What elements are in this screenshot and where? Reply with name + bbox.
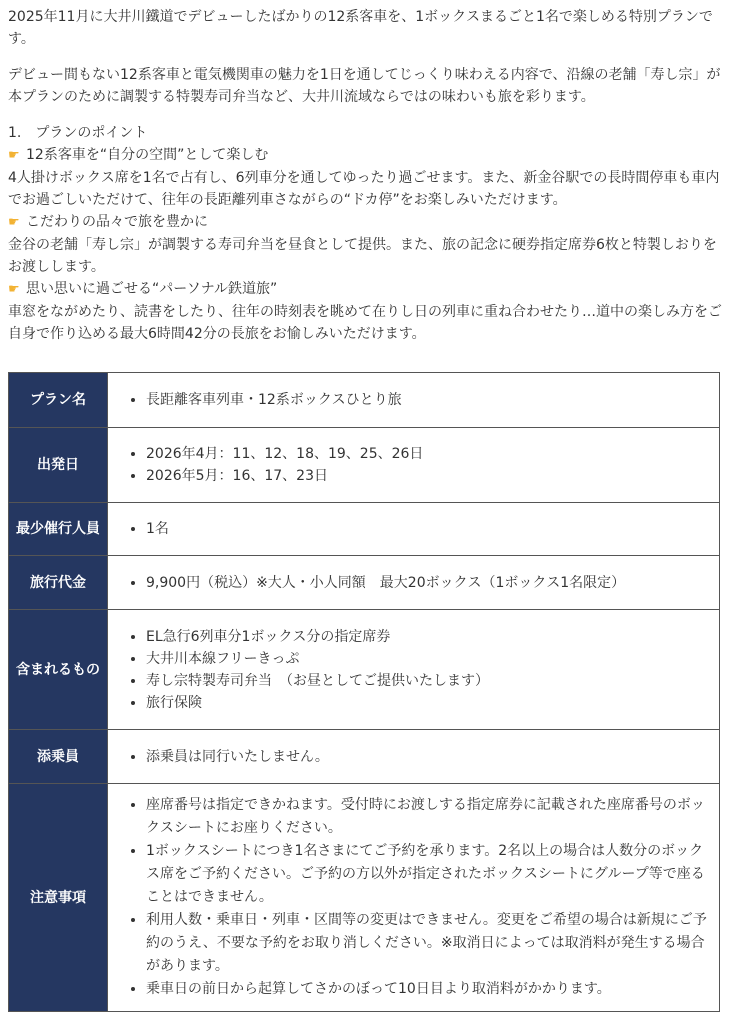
table-row: [9, 556, 720, 610]
list-item: • 2026年4月：11、12、18、19、25、26日: [146, 443, 707, 465]
row-value: [108, 784, 720, 1012]
plan-points-section: [8, 122, 730, 345]
value-list: [128, 443, 707, 487]
list-item: • 乗車日の前日から起算してさかのぼって10日目より取消料がかかります。: [146, 978, 707, 1001]
point-title: [8, 144, 730, 167]
list-item: • 添乗員は同行いたしません。: [146, 746, 707, 768]
point-title-text: こだわりの品々で旅を豊かに: [26, 214, 208, 230]
row-value: [108, 503, 720, 556]
pointing-hand-icon: ☛: [8, 282, 20, 297]
point-title: [8, 278, 730, 301]
row-value: [108, 730, 720, 784]
list-item: • 座席番号は指定できかねます。受付時にお渡しする指定席券に記載された座席番号のボックスシートにお座りください。: [146, 794, 707, 840]
row-value: [108, 556, 720, 610]
row-label: 添乗員: [9, 730, 108, 784]
pointing-hand-icon: ☛: [8, 148, 20, 163]
value-list: [128, 746, 707, 768]
point-title-text: 思い思いに過ごせる“パーソナル鉄道旅”: [26, 281, 278, 297]
value-list: [128, 389, 707, 411]
row-label: 含まれるもの: [9, 610, 108, 730]
article-body: [8, 6, 730, 345]
list-item: • 1ボックスシートにつき1名さまにてご予約を承ります。2名以上の場合は人数分のボックス席をご予約ください。ご予約の方以外が指定されたボックスシートにグループ等で座ることはできません。: [146, 840, 707, 909]
list-item: • 1名: [146, 518, 707, 540]
row-value: [108, 373, 720, 428]
plan-points-heading: 1. プランのポイント: [8, 125, 148, 141]
list-item: • EL急行6列車分1ボックス分の指定席券: [146, 626, 707, 648]
value-list: [128, 626, 707, 714]
row-label: 出発日: [9, 428, 108, 503]
value-list: [128, 794, 707, 1001]
list-item: • 2026年5月：16、17、23日: [146, 465, 707, 487]
point-title-text: 12系客車を“自分の空間”として楽しむ: [26, 147, 269, 163]
table-row: [9, 373, 720, 428]
plan-details-table: [8, 372, 720, 1012]
row-value: [108, 610, 720, 730]
table-row: [9, 503, 720, 556]
point-body: 金谷の老舗「寿し宗」が調製する寿司弁当を昼食として提供。また、旅の記念に硬券指定席券6枚と特製しおりをお渡しします。: [8, 237, 717, 275]
list-item: • 大井川本線フリーきっぷ: [146, 648, 707, 670]
list-item: • 長距離客車列車・12系ボックスひとり旅: [146, 389, 707, 411]
value-list: [128, 572, 707, 594]
intro-paragraph-1: 2025年11月に大井川鐵道でデビューしたばかりの12系客車を、1ボックスまるごと1名で楽しめる特別プランです。: [8, 9, 713, 47]
point-title: [8, 211, 730, 234]
row-value: [108, 428, 720, 503]
row-label: 注意事項: [9, 784, 108, 1012]
point-body: 4人掛けボックス席を1名で占有し、6列車分を通してゆったり過ごせます。また、新金谷駅での長時間停車も車内でお過ごしいただけて、往年の長距離列車さながらの“ドカ停”をお楽しみいただけます。: [8, 170, 720, 208]
table-row: [9, 784, 720, 1012]
row-label: 旅行代金: [9, 556, 108, 610]
list-item: • 旅行保険: [146, 692, 707, 714]
list-item: • 9,900円（税込）※大人・小人同額 最大20ボックス（1ボックス1名限定）: [146, 572, 707, 594]
value-list: [128, 518, 707, 540]
pointing-hand-icon: ☛: [8, 215, 20, 230]
table-row: [9, 730, 720, 784]
intro-paragraph-2: デビュー間もない12系客車と電気機関車の魅力を1日を通してじっくり味わえる内容で、沿線の老舗「寿し宗」が本プランのために調製する特製寿司弁当など、大井川流域ならではの味わいも旅を彩ります。: [8, 67, 721, 105]
row-label: プラン名: [9, 373, 108, 428]
row-label: 最少催行人員: [9, 503, 108, 556]
table-row: [9, 428, 720, 503]
list-item: • 利用人数・乗車日・列車・区間等の変更はできません。変更をご希望の場合は新規にご予約のうえ、不要な予約をお取り消しください。※取消日によっては取消料が発生する場合があります。: [146, 909, 707, 978]
table-row: [9, 610, 720, 730]
list-item: • 寿し宗特製寿司弁当 （お昼としてご提供いたします）: [146, 670, 707, 692]
point-body: 車窓をながめたり、読書をしたり、往年の時刻表を眺めて在りし日の列車に重ね合わせたり…道中の楽しみ方をご自身で作り込める最大6時間42分の長旅をお愉しみいただけます。: [8, 304, 722, 342]
